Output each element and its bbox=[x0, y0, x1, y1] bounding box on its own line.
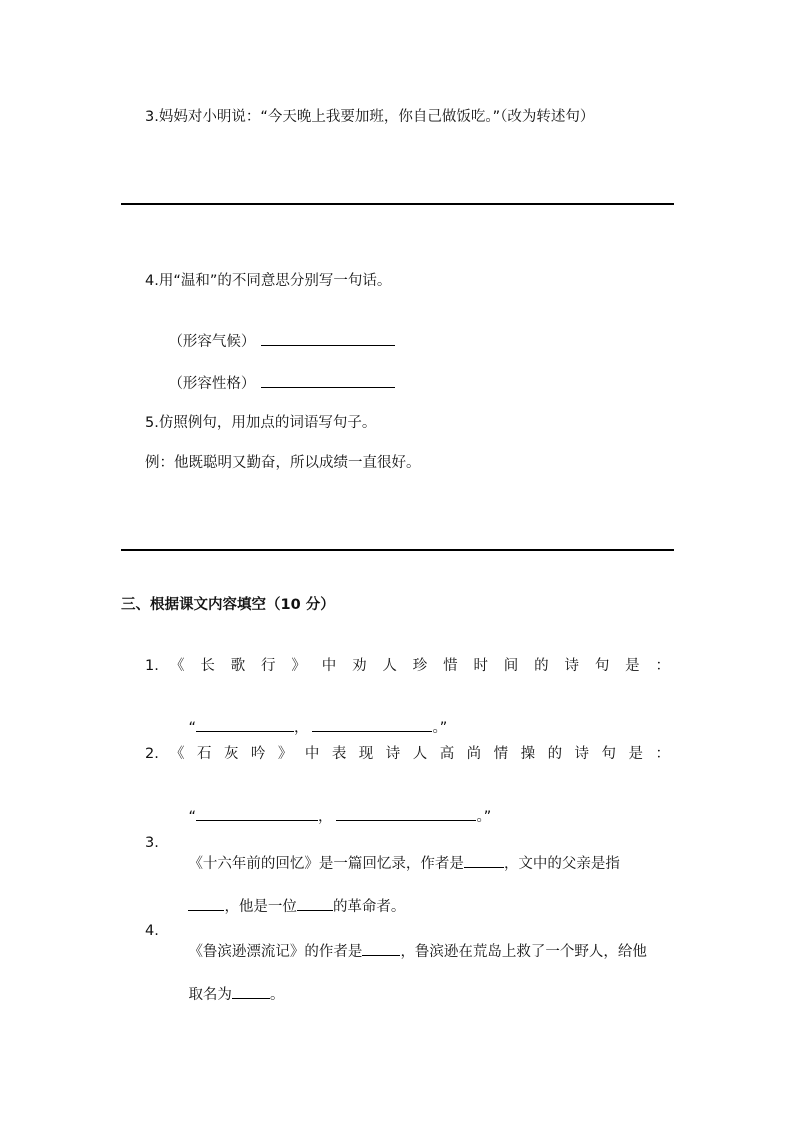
item-1-number: 1. bbox=[145, 658, 159, 674]
section-3-title: 三、根据课文内容填空（10 分） bbox=[121, 597, 335, 613]
item-1-prompt bbox=[170, 656, 670, 676]
char: 操 bbox=[520, 746, 536, 762]
char: 》 bbox=[291, 658, 306, 674]
item-4-text-c: 取名为 bbox=[188, 987, 232, 1003]
char: 句 bbox=[601, 746, 616, 762]
open-quote: “ bbox=[188, 720, 196, 736]
char: 表 bbox=[331, 746, 347, 762]
char: 行 bbox=[261, 658, 276, 674]
q4-item-personality bbox=[150, 353, 395, 414]
open-quote: “ bbox=[188, 809, 196, 825]
q4-item-climate-label: （形容气候） bbox=[168, 334, 256, 350]
char: 间 bbox=[503, 658, 519, 674]
item-3-blank-author[interactable] bbox=[464, 853, 504, 868]
char: ： bbox=[655, 658, 670, 674]
char: 诗 bbox=[574, 746, 590, 762]
q4-personality-blank[interactable] bbox=[261, 373, 395, 388]
close-quote: 。” bbox=[476, 809, 492, 825]
item-3-text-a: 《十六年前的回忆》是一篇回忆录，作者是 bbox=[188, 856, 464, 872]
comma: ， bbox=[317, 809, 333, 825]
char: 情 bbox=[493, 746, 509, 762]
item-1-blank-a[interactable] bbox=[196, 717, 294, 732]
char: 歌 bbox=[230, 658, 246, 674]
char: 高 bbox=[439, 746, 455, 762]
item-3-blank-revolutionary[interactable] bbox=[297, 896, 333, 911]
item-2-number: 2. bbox=[145, 746, 159, 762]
q4-item-personality-label: （形容性格） bbox=[168, 376, 256, 392]
close-quote: 。” bbox=[432, 720, 448, 736]
item-3-text-c: ，他是一位 bbox=[224, 899, 297, 915]
char: 现 bbox=[358, 746, 374, 762]
char: 句 bbox=[594, 658, 610, 674]
char: 的 bbox=[534, 658, 549, 674]
char: 珍 bbox=[412, 658, 428, 674]
item-4-blank-author[interactable] bbox=[362, 941, 400, 956]
item-4-line-2 bbox=[170, 964, 284, 1025]
answer-line-q3[interactable] bbox=[121, 203, 674, 205]
char: 石 bbox=[196, 746, 212, 762]
item-3-number: 3. bbox=[145, 835, 159, 851]
char: 《 bbox=[170, 658, 185, 674]
item-4-text-b: ，鲁滨逊在荒岛上救了一个野人，给他 bbox=[400, 944, 647, 960]
question-5-example: 例：他既聪明又勤奋，所以成绩一直很好。 bbox=[145, 455, 421, 471]
answer-line-q5[interactable] bbox=[121, 549, 674, 551]
item-3-text-d: 的革命者。 bbox=[332, 899, 406, 915]
question-5-text: 5.仿照例句，用加点的词语写句子。 bbox=[145, 415, 377, 431]
item-4-text-a: 《鲁滨逊漂流记》的作者是 bbox=[188, 944, 363, 960]
char: 吟 bbox=[250, 746, 266, 762]
item-4-text-d: 。 bbox=[269, 987, 285, 1003]
char: 劝 bbox=[352, 658, 367, 674]
char: 》 bbox=[277, 746, 293, 762]
char: 《 bbox=[170, 746, 185, 762]
item-3-blank-father[interactable] bbox=[188, 896, 224, 911]
char: 的 bbox=[547, 746, 563, 762]
char: 是 bbox=[625, 658, 640, 674]
char: 诗 bbox=[385, 746, 401, 762]
item-2-prompt bbox=[170, 744, 670, 764]
item-3-text-b: ，文中的父亲是指 bbox=[503, 856, 620, 872]
char: 诗 bbox=[564, 658, 579, 674]
char: 时 bbox=[473, 658, 488, 674]
char: 长 bbox=[200, 658, 215, 674]
char: ： bbox=[655, 746, 670, 762]
q4-climate-blank[interactable] bbox=[261, 331, 395, 346]
question-3-text: 3.妈妈对小明说：“今天晚上我要加班，你自己做饭吃。”（改为转述句） bbox=[145, 109, 595, 125]
char: 尚 bbox=[466, 746, 482, 762]
item-2-blank-a[interactable] bbox=[196, 806, 318, 821]
comma: ， bbox=[293, 720, 309, 736]
item-4-blank-name[interactable] bbox=[232, 984, 270, 999]
item-4-number: 4. bbox=[145, 923, 159, 939]
item-1-blank-b[interactable] bbox=[312, 717, 432, 732]
char: 是 bbox=[628, 746, 643, 762]
char: 灰 bbox=[223, 746, 239, 762]
char: 中 bbox=[321, 658, 337, 674]
char: 中 bbox=[304, 746, 320, 762]
question-4-text: 4.用“温和”的不同意思分别写一句话。 bbox=[145, 273, 392, 289]
char: 人 bbox=[382, 658, 397, 674]
char: 人 bbox=[412, 746, 428, 762]
item-2-blank-b[interactable] bbox=[336, 806, 476, 821]
char: 惜 bbox=[443, 658, 458, 674]
